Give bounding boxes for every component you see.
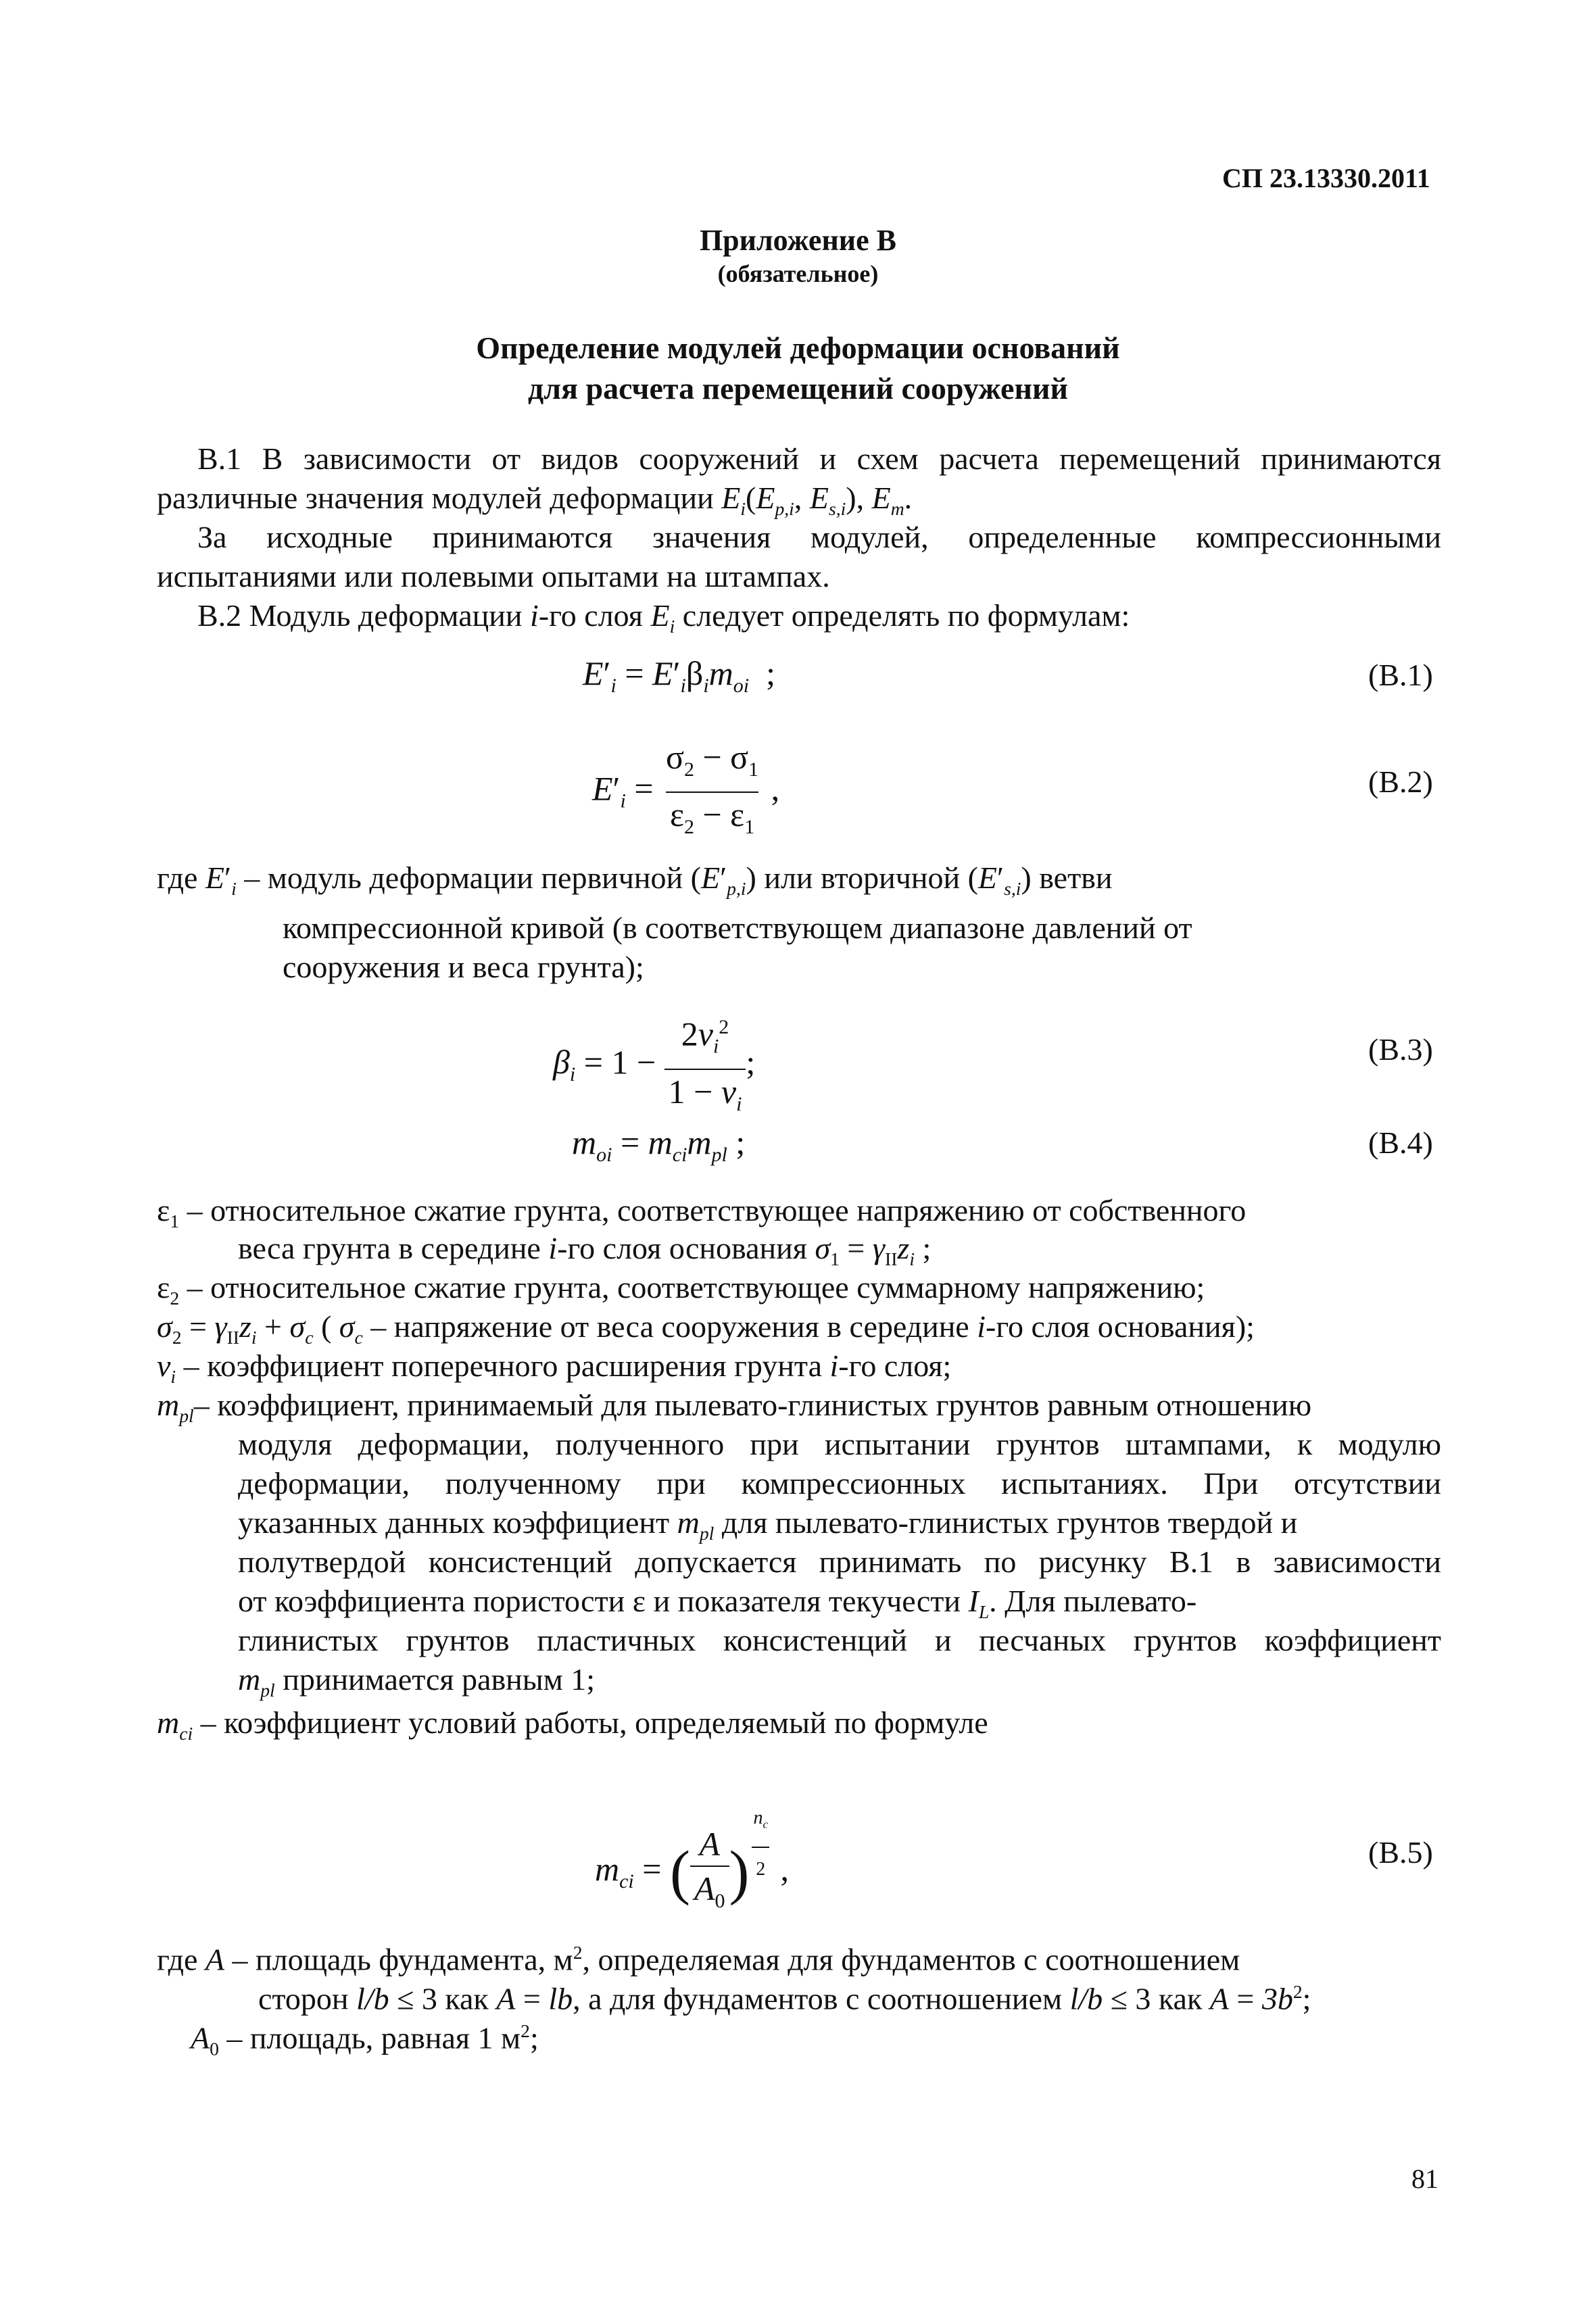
def-mpl-line1: $m_{pl}-$ коэффициент, принимаемый для пылевато-глинистых грунтов равным отношению [157,1388,1312,1427]
def-mpl-line3: деформации, полученному при компрессионных испытаниях. При отсутствии [238,1466,1441,1501]
para-b2: В.2 Модуль деформации i-го слоя $E_i$ следует определять по формулам: [197,598,1130,637]
def-nu: $\nu_i$ – коэффициент поперечного расширения грунта i-го слоя; [157,1348,952,1388]
def-nu-a: – коэффициент поперечного расширения грунта [176,1348,830,1383]
para-b1-line2-text: различные значения модулей деформации [157,481,722,515]
def-eps1-l2a: веса грунта в середине [238,1231,549,1265]
def-eps1-text: – относительное сжатие грунта, соответствующее напряжению от собственного [179,1193,1247,1227]
para-b1-line1: В.1 В зависимости от видов сооружений и схем расчета перемещений принимаются [197,441,1441,476]
def-eps1-line1: $\varepsilon_1$ – относительное сжатие грунта, соответствующее напряжению от собственного [157,1193,1247,1232]
equation-b2: $E'_i$ = $\frac{\sigma_2 - \sigma_1}{\varepsilon_2 - \varepsilon_1}$ , [592,737,779,848]
def-mpl-l4b: для пылевато-глинистых грунтов твердой и [714,1505,1298,1540]
def-mpl-l1: – коэффициент, принимаемый для пылевато-глинистых грунтов равным отношению [193,1388,1312,1422]
equation-b3-number: (В.3) [1368,1032,1433,1067]
where-a-l1a: где [157,1942,205,1977]
equation-b5-fraction: $\frac{A}{A_0}$ [690,1824,729,1922]
def-mpl-line4: указанных данных коэффициент $m_{pl}$ для пылевато-глинистых грунтов твердой и [238,1505,1298,1544]
appendix-status: (обязательное) [717,260,879,287]
equation-b1-number: (В.1) [1368,658,1433,692]
para-b1-line2: различные значения модулей деформации $E_i(E_{p,i}$, $E_{s,i}$), $E_m$. [157,481,913,520]
def-sigma2: $\sigma_2 = \gamma_{II}z_i + \sigma_c$ ( $\sigma_c$ – напряжение от веса сооружения в середине i-го слоя основания); [157,1309,1255,1348]
para-b2-text-a: В.2 Модуль деформации [197,598,530,633]
equation-b3-fraction: $\frac{2\nu_i^2}{1 - \nu_i}$ [664,1007,746,1125]
def-eps2-text: – относительное сжатие грунта, соответствующее суммарному напряжению; [179,1270,1205,1305]
equation-b5: $m_{ci}$ = ( $\frac{A}{A_0}$ ) $^{\frac{n_c}{2}}$ , [595,1798,789,1922]
where-a-line2: сторон l/b ≤ 3 как A = lb, а для фундаментов с соотношением l/b ≤ 3 как $A = 3b^2$; [258,1981,1311,2016]
appendix-title: Приложение В [699,224,897,257]
where-e-prefix: где [157,860,205,895]
def-mpl-line7: глинистых грунтов пластичных консистенций и песчаных грунтов коэффициент [238,1623,1441,1657]
def-mpl-line6: от коэффициента пористости ε и показателя текучести $I_L$. Для пылевато- [238,1584,1197,1623]
def-eps1-l2b: -го слоя основания [557,1231,815,1265]
def-eps1-line2: веса грунта в середине i-го слоя основания $\sigma_1 = \gamma_{II}z_i$ ; [238,1231,932,1270]
equation-b2-number: (В.2) [1368,764,1433,799]
appendix-heading-line1: Определение модулей деформации оснований [476,331,1120,365]
def-mci-text: – коэффициент условий работы, определяемый по формуле [193,1705,988,1740]
def-sigma2-c: -го слоя основания); [986,1309,1255,1344]
equation-b5-number: (В.5) [1368,1835,1433,1870]
where-a-l1b: – площадь фундамента, м [224,1942,573,1977]
where-a-a0b: ; [529,2020,539,2055]
def-mpl-l6b: . Для пылевато- [989,1584,1197,1618]
para-b1-line4: испытаниями или полевыми опытами на штампах. [157,559,830,593]
where-a-line1: где A – площадь фундамента, $м^2$, определяемая для фундаментов с соотношением [157,1942,1240,1977]
equation-b4-number: (В.4) [1368,1125,1433,1160]
para-b2-text-c: -го слоя [538,598,651,633]
para-b2-text-d: следует определять по формулам: [675,598,1130,633]
where-e-text2: ) или вторичной ( [746,860,978,895]
page-number: 81 [1411,2164,1438,2194]
def-sigma2-a: ( [313,1309,339,1344]
def-nu-b: -го слоя; [838,1348,952,1383]
equation-b1: $E'_i = E'_i\beta_im_{oi}$ ; [583,654,776,697]
where-a-l2d: ≤ 3 как [1103,1981,1210,2016]
def-a0: $A_0$ – площадь, равная 1 $м^2$; [191,2020,539,2060]
where-a-a0a: – площадь, равная 1 м [218,2020,521,2055]
def-mpl-l4a: указанных данных коэффициент [238,1505,677,1540]
where-a-l1c: , определяемая для фундаментов с соотношением [582,1942,1240,1977]
def-mpl-line8: $m_{pl}$ принимается равным 1; [238,1662,596,1701]
equation-b2-fraction: $\frac{\sigma_2 - \sigma_1}{\varepsilon_2 - \varepsilon_1}$ [662,737,763,848]
where-e-line1: где $E'_i$ – модуль деформации первичной $(E'_{p,i})$ или вторичной $(E'_{s,i})$ ветви [157,860,1113,900]
where-e-line2: компрессионной кривой (в соответствующем диапазоне давлений от [283,910,1192,945]
def-mpl-l8: принимается равным 1; [274,1662,596,1697]
appendix-heading-line2: для расчета перемещений сооружений [528,371,1068,406]
where-a-l2a: сторон [258,1981,357,2016]
def-mpl-l6a: от коэффициента пористости ε и показателя текучести [238,1584,969,1618]
where-e-text3: ) ветви [1021,860,1113,895]
equation-b3: $\beta_i = 1$ − $\frac{2\nu_i^2}{1 - \nu_i}$ ; [553,1007,755,1125]
def-eps2: $\varepsilon_2$ – относительное сжатие грунта, соответствующее суммарному напряжению; [157,1270,1205,1309]
para-b2-i: i [529,598,539,633]
where-a-l2b: ≤ 3 как [389,1981,497,2016]
def-sigma2-b: – напряжение от веса сооружения в середине [362,1309,977,1344]
def-mci: $m_{ci}$ – коэффициент условий работы, определяемый по формуле [157,1705,988,1745]
where-a-l2c: , а для фундаментов с соотношением [573,1981,1070,2016]
where-e-text1: – модуль деформации первичной ( [236,860,701,895]
para-b1-line3: За исходные принимаются значения модулей, определенные компрессионными [197,520,1441,554]
doc-code: СП 23.13330.2011 [1222,163,1430,193]
def-mpl-line2: модуля деформации, полученного при испытании грунтов штампами, к модулю [238,1427,1441,1461]
equation-b4: $m_{oi} = m_{ci}m_{pl}$ ; [572,1123,746,1166]
where-e-line3: сооружения и веса грунта); [283,950,644,984]
def-mpl-line5: полутвердой консистенций допускается принимать по рисунку В.1 в зависимости [238,1544,1441,1579]
